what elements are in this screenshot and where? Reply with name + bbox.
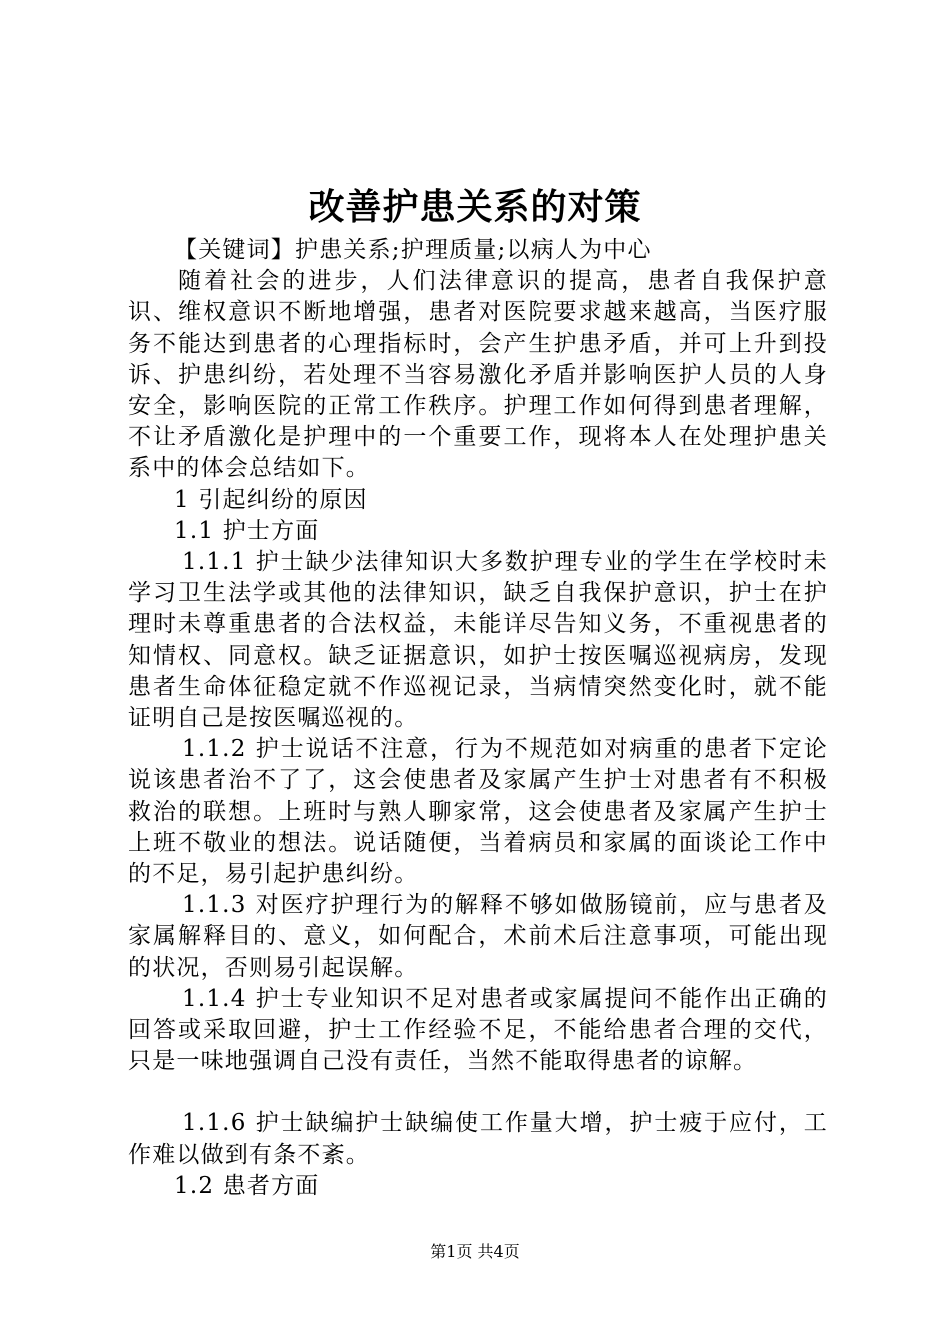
- keywords-line: 【关键词】护患关系;护理质量;以病人为中心: [174, 237, 652, 263]
- paragraph-1-1-2: 1.1.2 护士说话不注意，行为不规范如对病重的患者下定论说该患者治不了了，这会使患者及家属产生护士对患者有不积极救治的联想。上班时与熟人聊家常，这会使患者及家属产生护士上班不敬业的想法。说话随便，当着病员和家属的面谈论工作中的不足，易引起护患纠纷。: [128, 736, 828, 888]
- document-body: [128, 235, 828, 1202]
- document-title: 改善护患关系的对策: [308, 186, 642, 228]
- section-heading-1: 1 引起纠纷的原因: [174, 486, 368, 513]
- section-heading-1-1: 1.1 护士方面: [174, 517, 320, 544]
- paragraph-1-1-1: 1.1.1 护士缺少法律知识大多数护理专业的学生在学校时未学习卫生法学或其他的法律知识，缺乏自我保护意识，护士在护理时未尊重患者的合法权益，未能详尽告知义务，不重视患者的知情权、同意权。缺乏证据意识，如护士按医嘱巡视病房，发现患者生命体征稳定就不作巡视记录，当病情突然变化时，就不能证明自己是按医嘱巡视的。: [128, 549, 828, 732]
- intro-paragraph: 随着社会的进步，人们法律意识的提高，患者自我保护意识、维权意识不断地增强，患者对医院要求越来越高，当医疗服务不能达到患者的心理指标时，会产生护患矛盾，并可上升到投诉、护患纠纷，若处理不当容易激化矛盾并影响医护人员的人身安全，影响医院的正常工作秩序。护理工作如何得到患者理解，不让矛盾激化是护理中的一个重要工作，现将本人在处理护患关系中的体会总结如下。: [128, 268, 828, 482]
- paragraph-gap: [128, 1077, 828, 1108]
- section-heading-1-2: 1.2 患者方面: [174, 1172, 320, 1199]
- paragraph-1-1-4: 1.1.4 护士专业知识不足对患者或家属提问不能作出正确的回答或采取回避，护士工作经验不足，不能给患者合理的交代，只是一味地强调自己没有责任，当然不能取得患者的谅解。: [128, 985, 828, 1075]
- paragraph-1-1-3: 1.1.3 对医疗护理行为的解释不够如做肠镜前，应与患者及家属解释目的、意义，如何配合，术前术后注意事项，可能出现的状况，否则易引起误解。: [128, 892, 828, 981]
- page-footer: 第1页 共4页: [430, 1242, 520, 1261]
- paragraph-1-1-6: 1.1.6 护士缺编护士缺编使工作量大增，护士疲于应付，工作难以做到有条不紊。: [128, 1110, 828, 1168]
